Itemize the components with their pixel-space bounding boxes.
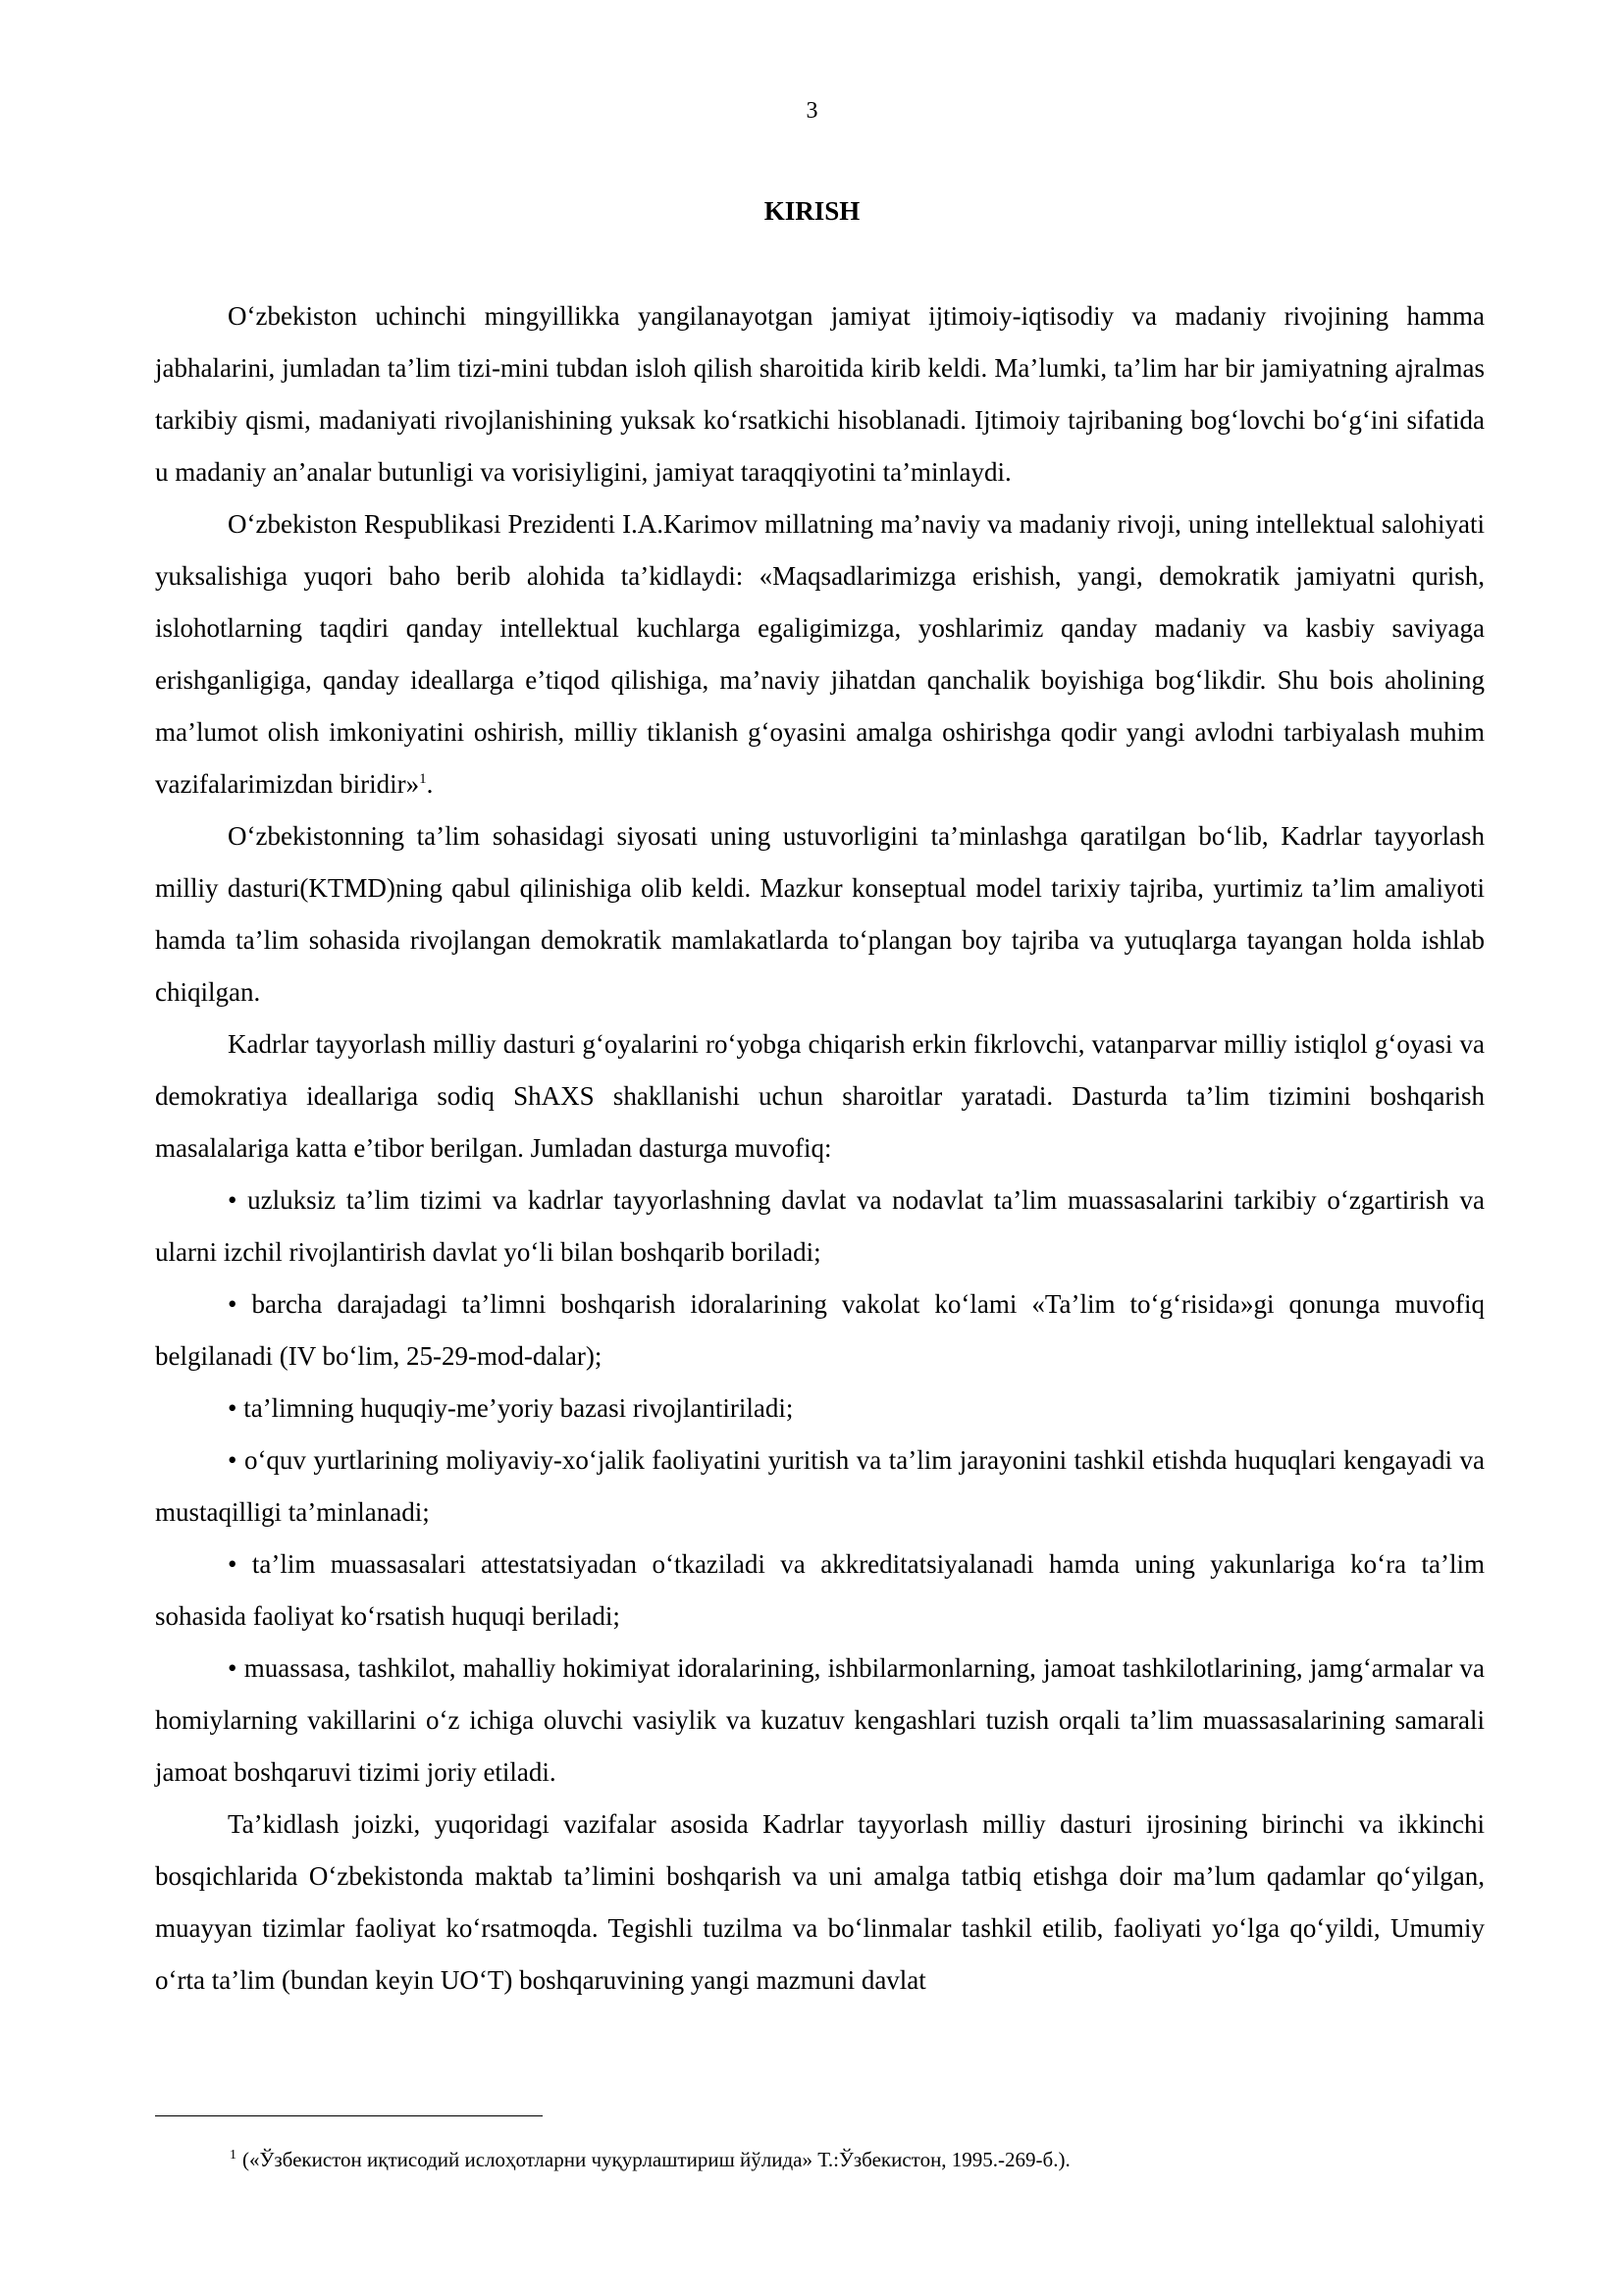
- list-item: • barcha darajadagi ta’limni boshqarish idoralarining vakolat ko‘lami «Ta’lim to‘g‘risida»gi qonunga muvofiq belgilanadi (IV bo‘lim, 25-29-mod-dalar);: [155, 1289, 1485, 1371]
- footnote-divider: [155, 2115, 543, 2116]
- list-item: • o‘quv yurtlarining moliyaviy-xo‘jalik faoliyatini yuritish va ta’lim jarayonini tashkil etishda huquqlari kengayadi va mustaqilligi ta’minlanadi;: [155, 1445, 1485, 1527]
- list-item: • ta’lim muassasalari attestatsiyadan o‘tkaziladi va akkreditatsiyalanadi hamda uning yakunlariga ko‘ra ta’lim sohasida faoliyat ko‘rsatish huquqi beriladi;: [155, 1549, 1485, 1631]
- paragraph-closing: Ta’kidlash joizki, yuqoridagi vazifalar asosida Kadrlar tayyorlash milliy dasturi ijrosining birinchi va ikkinchi bosqichlarida O‘zbekistonda maktab ta’limini boshqarish va uni amalga tatbiq etishga doir ma’lum qadamlar qo‘yilgan, muayyan tizimlar faoliyat ko‘rsatmoqda. Tegishli tuzilma va bo‘linmalar tashkil etilib, faoliyati yo‘lga qo‘yildi, Umumiy o‘rta ta’lim (bundan keyin UO‘T) boshqaruvining yangi mazmuni davlat: [155, 1809, 1485, 1995]
- footnote-text: («Ўзбекистон иқтисодий ислоҳотларни чуқурлаштириш йўлида» Т.:Ўзбекистон, 1995.-269-б.).: [242, 2148, 1071, 2171]
- paragraph-program-goals: Kadrlar tayyorlash milliy dasturi g‘oyalarini ro‘yobga chiqarish erkin fikrlovchi, vatanparvar milliy istiqlol g‘oyasi va demokratiya ideallariga sodiq ShAXS shakllanishi uchun sharoitlar yaratadi. Dasturda ta’lim tizimini boshqarish masalalariga katta e’tibor berilgan. Jumladan dasturga muvofiq:: [155, 1029, 1485, 1163]
- page-number: 3: [806, 98, 818, 124]
- paragraph-intro: O‘zbekiston uchinchi mingyillikka yangilanayotgan jamiyat ijtimoiy-iqtisodiy va madaniy rivojining hamma jabhalarini, jumladan ta’lim tizi-mini tubdan isloh qilish sharoitida kirib keldi. Ma’lumki, ta’lim har bir jamiyatning ajralmas tarkibiy qismi, madaniyati rivojlanishining yuksak ko‘rsatkichi hisoblanadi. Ijtimoiy tajribaning bog‘lovchi bo‘g‘ini sifatida u madaniy an’analar butunligi va vorisiyligini, jamiyat taraqqiyotini ta’minlaydi.: [155, 301, 1485, 487]
- page-title: KIRISH: [763, 196, 861, 226]
- footnote-number: 1: [230, 2148, 236, 2163]
- document-body: [155, 290, 1485, 2007]
- list-item: • uzluksiz ta’lim tizimi va kadrlar tayyorlashning davlat va nodavlat ta’lim muassasalarini tarkibiy o‘zgartirish va ularni izchil rivojlantirish davlat yo‘li bilan boshqarib boriladi;: [155, 1185, 1485, 1267]
- list-item: • ta’limning huquqiy-me’yoriy bazasi rivojlantiriladi;: [228, 1393, 794, 1423]
- paragraph-president-quote-end: .: [426, 769, 434, 799]
- paragraph-education-policy: O‘zbekistonning ta’lim sohasidagi siyosati uning ustuvorligini ta’minlashga qaratilgan bo‘lib, Kadrlar tayyorlash milliy dasturi(KTMD)ning qabul qilinishiga olib keldi. Mazkur konseptual model tarixiy tajriba, yurtimiz ta’lim amaliyoti hamda ta’lim sohasida rivojlangan demokratik mamlakatlarda to‘plangan boy tajriba va yutuqlarga tayangan holda ishlab chiqilgan.: [155, 821, 1485, 1007]
- paragraph-president-quote-text: O‘zbekiston Respublikasi Prezidenti I.A.Karimov millatning ma’naviy va madaniy rivoji, uning intellektual salohiyati yuksalishiga yuqori baho berib alohida ta’kidlaydi: «Maqsadlarimizga erishish, yangi, demokratik jamiyatni qurish, islohotlarning taqdiri qanday intellektual kuchlarga egaligimizga, yoshlarimiz qanday madaniy va kasbiy saviyaga erishganligiga, qanday ideallarga e’tiqod qilishiga, ma’naviy jihatdan qanchalik boyishiga bog‘likdir. Shu bois aholining ma’lumot olish imkoniyatini oshirish, milliy tiklanish g‘oyasini amalga oshirishga qodir yangi avlodni tarbiyalash muhim vazifalarimizdan biridir»: [155, 509, 1485, 799]
- footnote: [230, 2145, 1485, 2174]
- list-item: • muassasa, tashkilot, mahalliy hokimiyat idoralarining, ishbilarmonlarning, jamoat tashkilotlarining, jamg‘armalar va homiylarning vakillarini o‘z ichiga oluvchi vasiylik va kuzatuv kengashlari tuzish orqali ta’lim muassasalarining samarali jamoat boshqaruvi tizimi joriy etiladi.: [155, 1653, 1485, 1787]
- footnote-reference: 1: [419, 771, 427, 787]
- paragraph-president-quote: [155, 498, 1485, 810]
